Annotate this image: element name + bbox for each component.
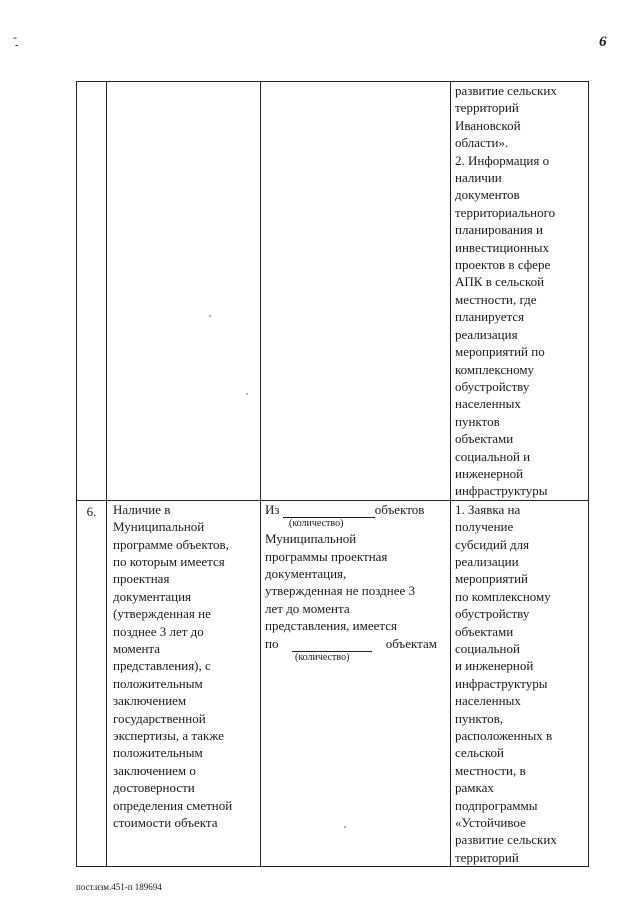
text-line: по комплексному [455, 588, 551, 604]
criterion-text [113, 501, 256, 832]
row-number: 6. [77, 500, 107, 867]
form-line-from [265, 501, 448, 518]
text-line: 1. Заявка на [455, 501, 521, 517]
form-text [265, 530, 448, 634]
text-line: достоверности [113, 780, 195, 796]
text-line: 2. Информация о [455, 152, 550, 168]
text-line: объектами [455, 623, 514, 639]
cell-number-empty [77, 82, 107, 501]
text-line: инженерной [455, 465, 524, 481]
text-line: инфраструктуры [455, 483, 548, 499]
text-line: территорий [455, 100, 519, 116]
text-line: заключением [113, 693, 187, 709]
text-line: программы проектная [265, 548, 388, 564]
text-line: мероприятий [455, 571, 528, 587]
text-line: лет до момента [265, 600, 350, 616]
text-line: «Устойчивое [455, 815, 526, 831]
text-line: инвестиционных [455, 239, 550, 255]
criteria-table [76, 81, 589, 867]
text-line: Ивановской [455, 117, 521, 133]
text-line: АПК в сельской [455, 274, 545, 290]
page-number: 6 [599, 34, 607, 50]
documents-text [455, 501, 586, 867]
text-line: сельской [455, 745, 504, 761]
text-line: рамках [455, 780, 494, 796]
quantity-blank-2 [292, 638, 372, 652]
text-line: получение [455, 519, 514, 535]
text-line: момента [113, 641, 161, 656]
text-line: Муниципальной [113, 519, 205, 535]
text-line: проектов в сфере [455, 257, 551, 273]
text-line: населенных [455, 693, 521, 709]
text-line: подпрограммы [455, 797, 538, 813]
text-line: Муниципальной [265, 531, 357, 547]
text-line: (утвержденная не [113, 606, 211, 622]
text-line: территориального [455, 204, 556, 220]
text-line: заключением о [113, 762, 196, 778]
cell-documents-continued [451, 82, 589, 501]
text-line: стоимости объекта [113, 815, 218, 831]
text-line: планирования и [455, 222, 543, 238]
text-line: населенных [455, 396, 521, 412]
text-line: документация, [265, 565, 347, 581]
text-line: планируется [455, 309, 525, 325]
cell-documents [451, 500, 589, 867]
text-line: положительным [113, 675, 203, 691]
scan-mark: - [15, 40, 19, 51]
text-line: Наличие в [113, 501, 171, 517]
cell-form [261, 500, 451, 867]
table-row-continued [77, 82, 589, 501]
text-line: пунктов [455, 413, 500, 429]
quantity-note: (количество) [289, 518, 344, 530]
text-line: мероприятий по [455, 344, 545, 360]
quantity-note-2: (количество) [295, 652, 350, 663]
quantity-blank [283, 504, 375, 518]
text-line: реализация [455, 326, 518, 342]
text-line: представления), с [113, 658, 211, 674]
scan-mark: - [13, 30, 17, 44]
text-line: расположенных в [455, 728, 553, 744]
cell-form-empty [261, 82, 451, 501]
document-footer: пост.изм.451-п 189694 [76, 882, 162, 892]
from-label: Из [265, 501, 280, 517]
cell-criterion-empty [107, 82, 261, 501]
text-line: социальной и [455, 448, 531, 464]
text-line: позднее 3 лет до [113, 623, 204, 639]
text-line: положительным [113, 745, 203, 761]
text-line: обустройству [455, 606, 530, 622]
text-line: территорий [455, 849, 519, 865]
text-line: представления, имеется [265, 618, 397, 634]
objects-label-2: объектам [385, 635, 437, 651]
table-row-6 [77, 500, 589, 867]
text-line: развитие сельских [455, 83, 557, 98]
text-line: экспертизы, а также [113, 728, 224, 744]
text-line: комплексному [455, 361, 535, 377]
text-line: инфраструктуры [455, 675, 548, 691]
text-line: и инженерной [455, 658, 534, 674]
text-line: области». [455, 135, 509, 151]
text-line: пунктов, [455, 710, 503, 726]
text-line: наличии [455, 170, 502, 186]
text-line: документов [455, 187, 520, 203]
text-line: развитие сельских [455, 832, 557, 848]
form-line-by [265, 635, 448, 652]
text-line: субсидий для [455, 536, 530, 552]
objects-label: объектов [374, 501, 425, 517]
cell-criterion [107, 500, 261, 867]
by-label: по [265, 635, 279, 651]
text-line: местности, где [455, 291, 537, 307]
text-line: по которым имеется [113, 553, 225, 569]
text-line: программе объектов, [113, 536, 229, 552]
text-line: государственной [113, 710, 206, 726]
text-line: обустройству [455, 378, 530, 394]
text-line: объектами [455, 431, 514, 447]
text-line: реализации [455, 553, 519, 569]
documents-text [455, 82, 586, 500]
text-line: проектная [113, 571, 170, 587]
text-line: утвержденная не позднее 3 [265, 583, 415, 599]
text-line: социальной [455, 641, 520, 656]
text-line: документация [113, 588, 192, 604]
text-line: определения сметной [113, 797, 233, 813]
text-line: местности, в [455, 762, 526, 778]
